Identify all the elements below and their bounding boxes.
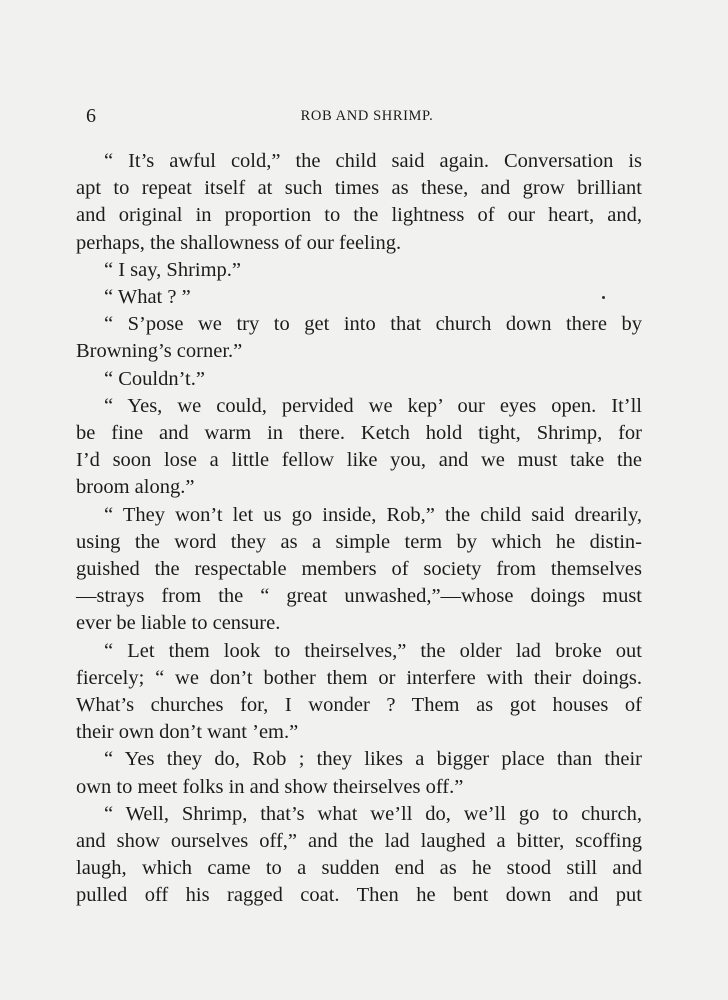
body-text bbox=[76, 148, 642, 910]
text-line: “ I say, Shrimp.” bbox=[104, 258, 242, 281]
text-line: “ What ? ” bbox=[104, 286, 191, 309]
text-line: “ Yes, we could, pervided we kep’ our eyes open. It’ll bbox=[104, 394, 642, 417]
running-head bbox=[80, 105, 642, 129]
paragraph bbox=[76, 746, 642, 800]
text-line: perhaps, the shallowness of our feeling. bbox=[76, 231, 402, 254]
text-line: I’d soon lose a little fellow like you, and we must take the bbox=[76, 449, 642, 472]
text-line: —strays from the “ great unwashed,”—whose doings must bbox=[76, 585, 642, 608]
running-title: ROB AND SHRIMP. bbox=[300, 108, 434, 124]
paragraph bbox=[76, 366, 642, 393]
text-line: What’s churches for, I wonder ? Them as got houses of bbox=[76, 694, 642, 717]
text-line: “ S’pose we try to get into that church down there by bbox=[104, 313, 642, 336]
text-line: “ It’s awful cold,” the child said again. Conversation is bbox=[104, 150, 642, 172]
text-line: be fine and warm in there. Ketch hold tight, Shrimp, for bbox=[76, 422, 642, 445]
text-line: fiercely; “ we don’t bother them or interfere with their doings. bbox=[76, 666, 642, 689]
text-line: “ Well, Shrimp, that’s what we’ll do, we’ll go to church, bbox=[104, 802, 642, 825]
text-line: own to meet folks in and show theirselves off.” bbox=[76, 775, 464, 798]
text-line: “ They won’t let us go inside, Rob,” the child said drearily, bbox=[104, 503, 642, 526]
text-line: broom along.” bbox=[76, 476, 195, 499]
page-number: 6 bbox=[86, 105, 96, 127]
text-line: laugh, which came to a sudden end as he stood still and bbox=[76, 857, 642, 880]
paragraph bbox=[76, 257, 642, 284]
text-line: “ Let them look to theirselves,” the older lad broke out bbox=[104, 639, 642, 662]
text-line: ever be liable to censure. bbox=[76, 612, 281, 635]
text-line: and original in proportion to the lightness of our heart, and, bbox=[76, 204, 642, 227]
paragraph bbox=[76, 148, 642, 257]
paragraph bbox=[76, 284, 642, 311]
text-line: and show ourselves off,” and the lad laughed a bitter, scoffing bbox=[76, 830, 642, 853]
paragraph bbox=[76, 801, 642, 910]
text-line: apt to repeat itself at such times as these, and grow brilliant bbox=[76, 177, 642, 200]
text-line: using the word they as a simple term by which he distin- bbox=[76, 530, 642, 553]
text-line: guished the respectable members of society from themselves bbox=[76, 558, 642, 581]
paragraph bbox=[76, 502, 642, 638]
text-line: “ Yes they do, Rob ; they likes a bigger place than their bbox=[104, 748, 642, 771]
text-line: their own don’t want ’em.” bbox=[76, 721, 299, 744]
paragraph bbox=[76, 638, 642, 747]
paragraph bbox=[76, 311, 642, 365]
paragraph bbox=[76, 393, 642, 502]
text-line: Browning’s corner.” bbox=[76, 340, 243, 363]
text-line: pulled off his ragged coat. Then he bent down and put bbox=[76, 884, 642, 907]
print-speck bbox=[602, 296, 605, 299]
text-line: “ Couldn’t.” bbox=[104, 367, 205, 390]
